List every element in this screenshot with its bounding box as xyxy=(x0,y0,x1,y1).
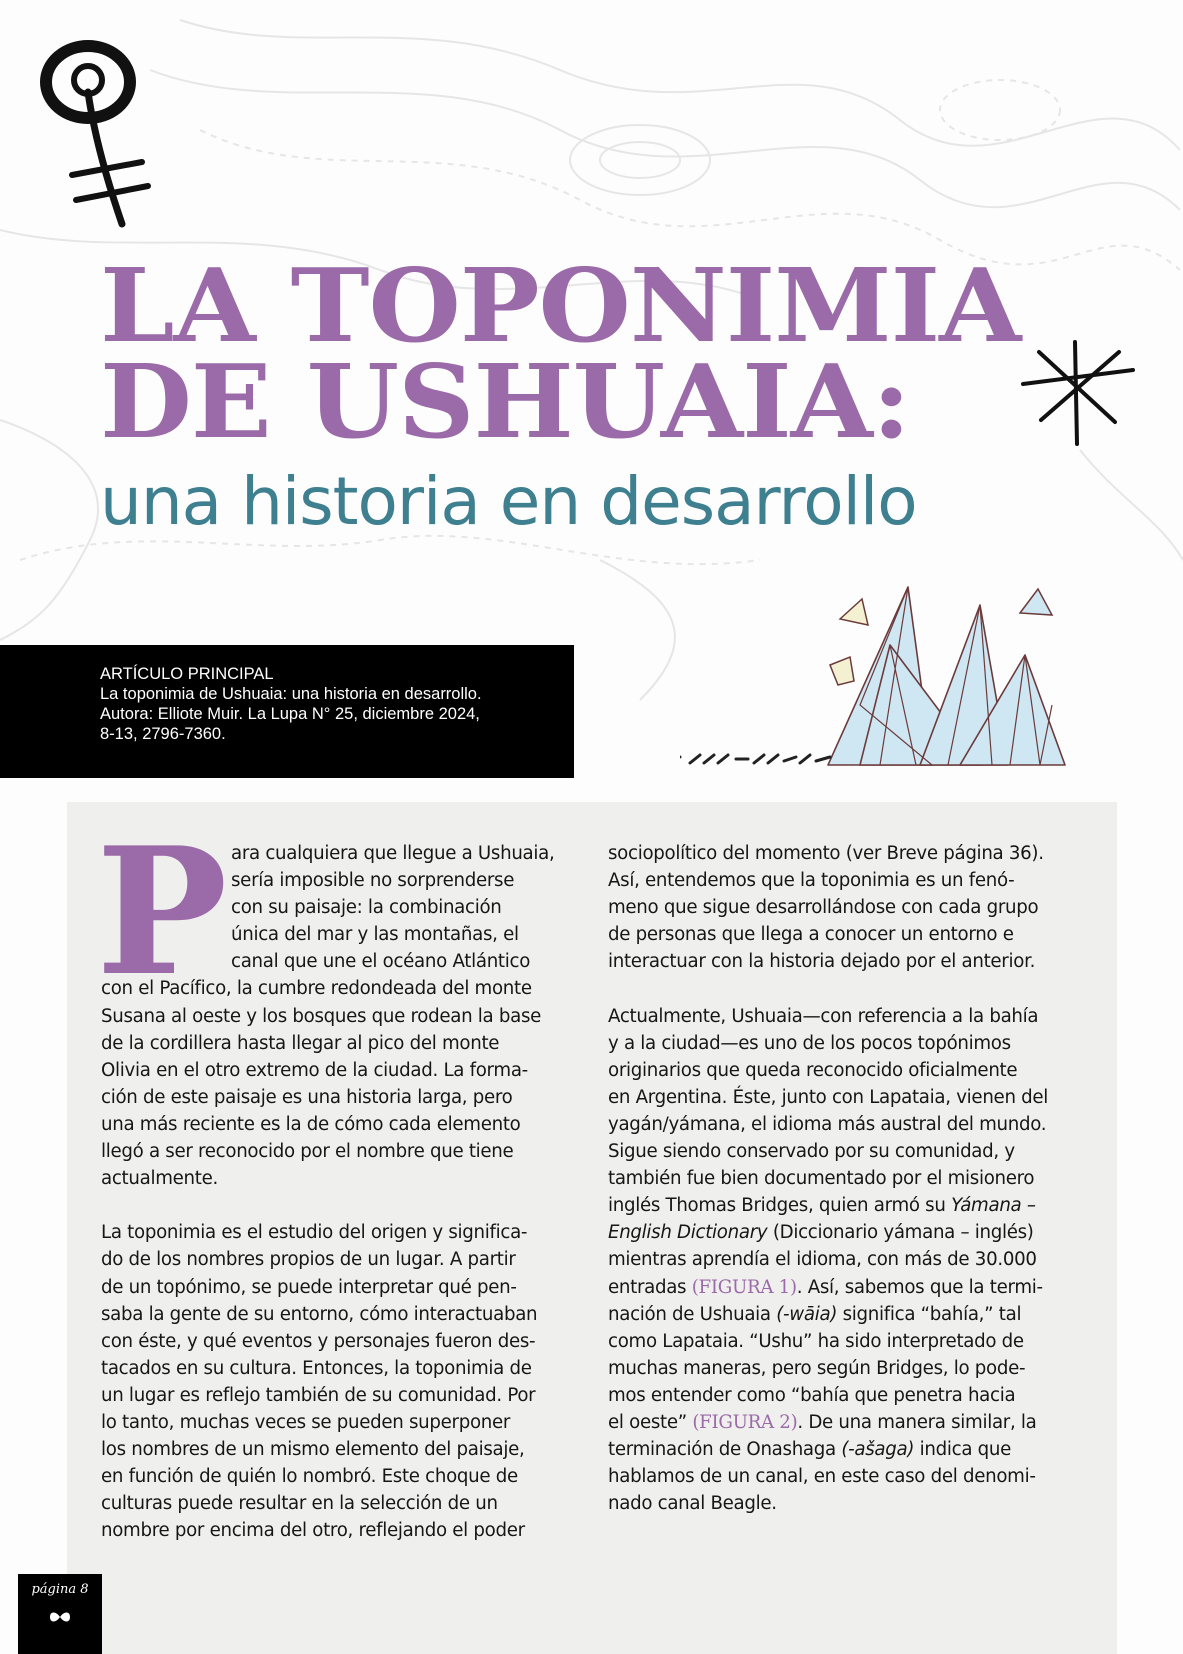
text-line xyxy=(608,1436,1084,1463)
text-line: como Lapataia. “Ushu” ha sido interpretado de xyxy=(608,1330,1024,1352)
paragraph-gap xyxy=(101,1192,579,1219)
text-line: de la cordillera hasta llegar al pico del monte xyxy=(101,1032,500,1054)
text-line: los nombres de un mismo elemento del paisaje, xyxy=(101,1439,525,1461)
text-line: originarios que queda reconocido oficialmente xyxy=(608,1059,1018,1081)
page-number-tab xyxy=(18,1574,102,1654)
text-line: de un topónimo, se puede interpretar qué pen- xyxy=(101,1276,517,1298)
text-run: entradas xyxy=(608,1276,692,1298)
text-line: saba la gente de su entorno, cómo interactuaban xyxy=(101,1303,538,1325)
text-line: canal que une el océano Atlántico xyxy=(231,951,531,973)
citation-label: ARTÍCULO PRINCIPAL xyxy=(100,665,274,683)
text-line: mos entender como “bahía que penetra hacia xyxy=(608,1384,1016,1406)
text-line xyxy=(608,1301,1084,1328)
citation-line: 8-13, 2796-7360. xyxy=(100,725,226,743)
text-line: Sigue siendo conservado por su comunidad, y xyxy=(608,1141,1015,1163)
text-line: La toponimia es el estudio del origen y significa- xyxy=(101,1222,528,1244)
text-line: mientras aprendía el idioma, con más de 30.000 xyxy=(608,1249,1037,1271)
article-title xyxy=(100,246,1060,461)
text-line: culturas puede resultar en la selección de un xyxy=(101,1493,498,1515)
text-line: de personas que llega a conocer un entorno e xyxy=(608,924,1014,946)
text-line: con el Pacífico, la cumbre redondeada del monte xyxy=(101,978,532,1000)
text-line: ción de este paisaje es una historia larga, pero xyxy=(101,1086,513,1108)
text-line: Así, entendemos que la toponimia es un fenó- xyxy=(608,870,1015,892)
citation-line: La toponimia de Ushuaia: una historia en desarrollo. xyxy=(100,685,482,703)
text-line: sociopolítico del momento (ver Breve página 36). xyxy=(608,843,1044,864)
text-run: . De una manera similar, la xyxy=(797,1411,1037,1433)
text-run: . Así, sabemos que la termi- xyxy=(796,1276,1043,1298)
title-line-2: DE USHUAIA: xyxy=(100,342,910,461)
text-run: inglés Thomas Bridges, quien armó su xyxy=(608,1195,952,1217)
text-line: también fue bien documentado por el misionero xyxy=(608,1168,1035,1190)
text-run: el oeste” xyxy=(608,1411,693,1433)
text-run: terminación de Onashaga xyxy=(608,1439,842,1461)
article-column-right xyxy=(608,840,1084,1517)
text-line: Actualmente, Ushuaia—con referencia a la bahía xyxy=(608,1005,1039,1027)
text-line: ara cualquiera que llegue a Ushuaia, xyxy=(231,843,555,864)
text-line: Olivia en el otro extremo de la ciudad. La forma- xyxy=(101,1059,528,1081)
suffix-italic: (-wāia) xyxy=(776,1303,838,1325)
text-line: Susana al oeste y los bosques que rodean la base xyxy=(101,1005,542,1027)
page-number: página 8 xyxy=(31,1582,89,1597)
text-run: indica que xyxy=(914,1439,1012,1461)
article-column-left xyxy=(101,840,579,1544)
text-line: interactuar con la historia dejado por el anterior. xyxy=(608,951,1036,973)
mountains-illustration xyxy=(680,585,1110,780)
infinity-icon xyxy=(48,1610,72,1624)
text-line: yagán/yámana, el idioma más austral del mundo. xyxy=(608,1113,1047,1135)
text-line: y a la ciudad—es uno de los pocos topónimos xyxy=(608,1032,1011,1054)
text-line: meno que sigue desarrollándose con cada grupo xyxy=(608,897,1039,919)
drop-cap: P xyxy=(96,810,228,1015)
citation-line: Autora: Elliote Muir. La Lupa N° 25, diciembre 2024, xyxy=(100,705,480,723)
suffix-italic: (-ašaga) xyxy=(841,1439,915,1461)
text-line xyxy=(608,1409,1084,1436)
book-title-italic: English Dictionary xyxy=(608,1222,768,1244)
text-line: lo tanto, muchas veces se pueden superponer xyxy=(101,1411,511,1433)
text-run: (Diccionario yámana – inglés) xyxy=(767,1222,1034,1244)
spiral-glyph-icon xyxy=(30,40,160,240)
text-line: hablamos de un canal, en este caso del denomi- xyxy=(608,1466,1036,1488)
text-line: un lugar es reflejo también de su comunidad. Por xyxy=(101,1384,536,1406)
text-line: do de los nombres propios de un lugar. A partir xyxy=(101,1249,516,1271)
text-line xyxy=(608,1219,1084,1246)
text-line: una más reciente es la de cómo cada elemento xyxy=(101,1113,521,1135)
title-line-1: LA TOPONIMIA xyxy=(100,246,1021,365)
text-line: llegó a ser reconocido por el nombre que tiene xyxy=(101,1141,514,1163)
text-line xyxy=(608,1192,1084,1219)
text-line: nado canal Beagle. xyxy=(608,1493,777,1515)
text-line: en Argentina. Éste, junto con Lapataia, vienen del xyxy=(608,1086,1049,1108)
text-line xyxy=(608,1274,1084,1301)
citation-box xyxy=(0,645,574,778)
text-line: en función de quién lo nombró. Este choque de xyxy=(101,1466,518,1488)
text-line: muchas maneras, pero según Bridges, lo pode- xyxy=(608,1357,1026,1379)
text-line: nombre por encima del otro, reflejando el poder xyxy=(101,1520,525,1542)
text-line: única del mar y las montañas, el xyxy=(231,924,519,946)
figure-2-reference[interactable]: (FIGURA 2) xyxy=(692,1411,798,1433)
article-subtitle: una historia en desarrollo xyxy=(100,463,917,540)
text-line: con éste, y qué eventos y personajes fueron des- xyxy=(101,1330,536,1352)
text-line: tacados en su cultura. Entonces, la toponimia de xyxy=(101,1357,532,1379)
text-line: con su paisaje: la combinación xyxy=(231,897,502,919)
text-line: sería imposible no sorprenderse xyxy=(231,870,515,892)
text-run: nación de Ushuaia xyxy=(608,1303,777,1325)
figure-1-reference[interactable]: (FIGURA 1) xyxy=(691,1276,797,1298)
paragraph-gap xyxy=(608,975,1084,1002)
book-title-italic: Yámana – xyxy=(951,1195,1036,1217)
text-run: significa “bahía,” tal xyxy=(837,1303,1022,1325)
text-line: actualmente. xyxy=(101,1168,218,1190)
